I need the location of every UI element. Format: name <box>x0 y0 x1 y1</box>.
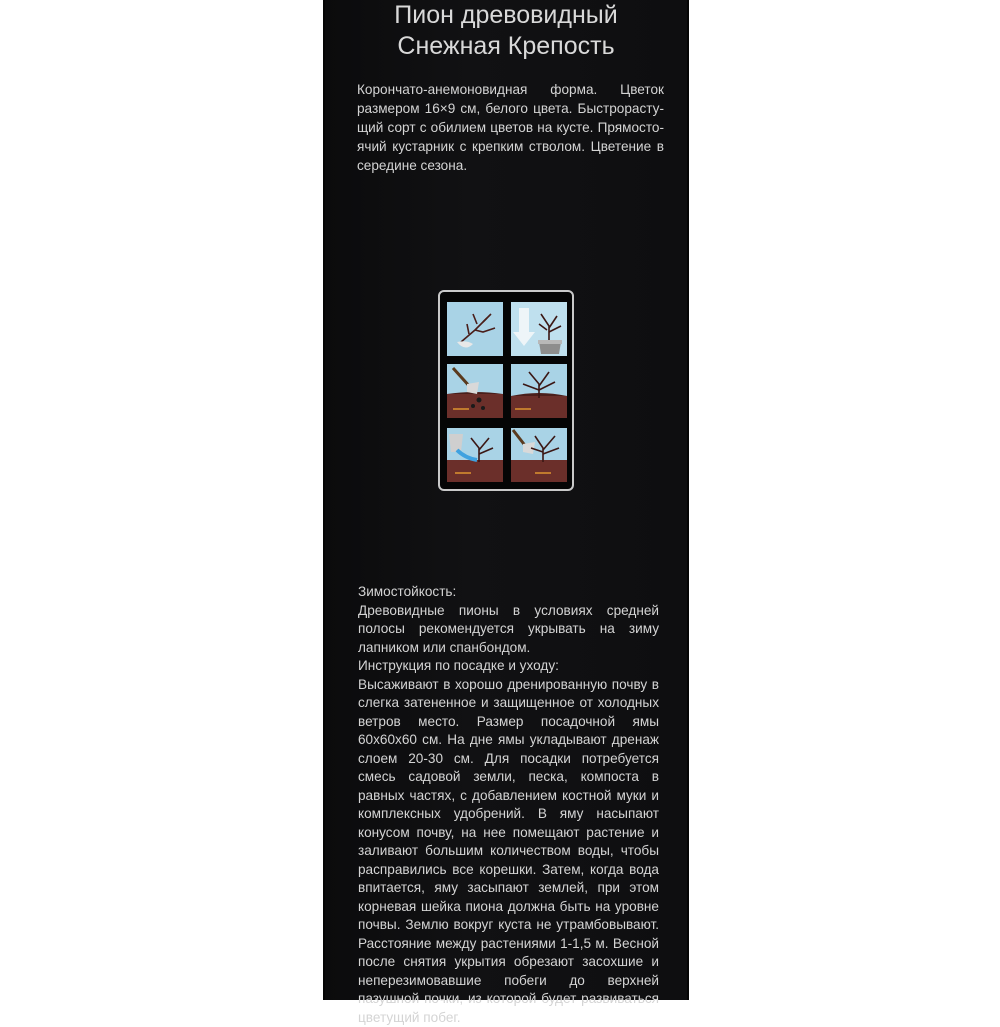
product-title-line2: Снежная Крепость <box>323 31 689 62</box>
instructions-text: Высаживают в хорошо дренированную почву в слегка затененное и защищенное от холодных ветров место. Размер посадочной ямы 60х60х60 см. На дне ямы укладывают дренаж слоем 20-30 см. Для посадки потребуется смесь садовой земли, песка, компоста в равных частях, с добавлением костной муки и комплексных удобрений. В яму насыпают конусом почву, на нее помещают растение и заливают большим количеством воды, чтобы расправились все корешки. Затем, когда вода впитается, яму засыпают землей, при этом корневая шейка пиона должна быть на уровне почвы. Землю вокруг куста не утрамбовывают. Расстояние между растениями 1-1,5 м. Весной после снятия укрытия обрезают засохшие и неперезимовавшие побеги до верхней пазушной почки, из которой будет развиваться цветущий побег. <box>358 676 659 1027</box>
package-panel <box>323 0 689 1000</box>
planting-step-4-image <box>511 364 567 418</box>
planting-guide-illustration <box>438 290 574 491</box>
planting-step-1-image <box>447 302 503 356</box>
planting-step-6-image <box>511 428 567 482</box>
care-instructions <box>358 583 659 1027</box>
winter-heading: Зимостойкость: <box>358 583 659 602</box>
instructions-heading: Инструкция по посадке и уходу: <box>358 657 659 676</box>
winter-text: Древовидные пионы в условиях средней полосы рекомендуется укрывать на зиму лапником или спанбондом. <box>358 602 659 658</box>
product-description: Корончато-анемоновидная форма. Цветок размером 16×9 см, белого цвета. Быстрорастущий сорт с обилием цветов на кусте. Прямостоячий кустарник с крепким стволом. Цветение в середине сезона. <box>357 80 664 175</box>
planting-step-3-image <box>447 364 503 418</box>
planting-step-5-image <box>447 428 503 482</box>
planting-step-2-image <box>511 302 567 356</box>
product-title-line1: Пион древовидный <box>323 0 689 31</box>
